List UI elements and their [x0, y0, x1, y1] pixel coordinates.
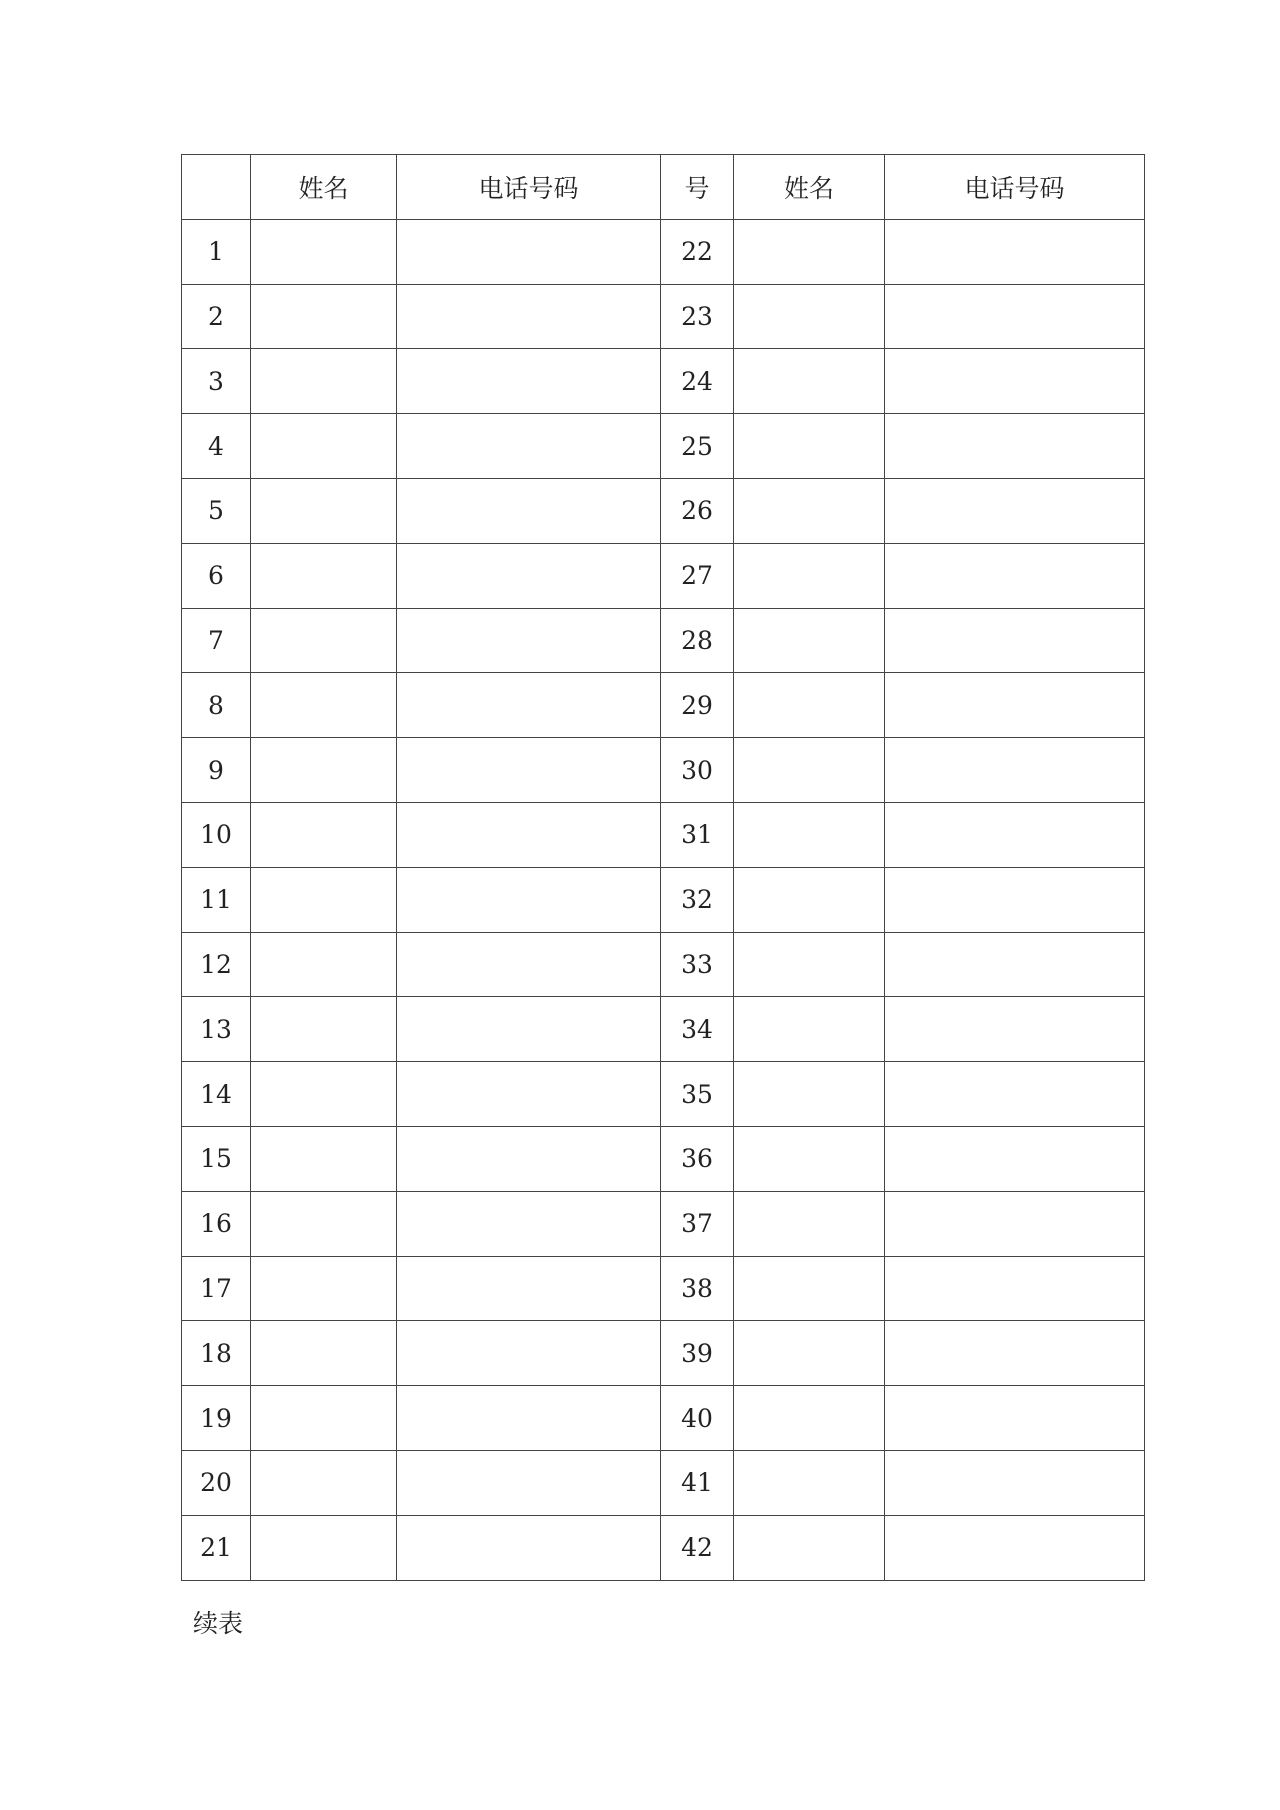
- phone-cell-right[interactable]: [885, 1515, 1145, 1580]
- phone-cell-right[interactable]: [885, 1191, 1145, 1256]
- row-number-left: 2: [182, 284, 251, 349]
- name-cell-right[interactable]: [734, 1450, 885, 1515]
- row-number-right: 41: [661, 1450, 734, 1515]
- name-cell-right[interactable]: [734, 738, 885, 803]
- name-cell-left[interactable]: [251, 1256, 397, 1321]
- phone-cell-right[interactable]: [885, 349, 1145, 414]
- row-number-left: 5: [182, 478, 251, 543]
- phone-cell-left[interactable]: [397, 1256, 661, 1321]
- row-number-left: 8: [182, 673, 251, 738]
- row-number-right: 39: [661, 1321, 734, 1386]
- phone-cell-left[interactable]: [397, 997, 661, 1062]
- name-cell-right[interactable]: [734, 1515, 885, 1580]
- row-number-left: 21: [182, 1515, 251, 1580]
- row-number-right: 27: [661, 543, 734, 608]
- phone-cell-right[interactable]: [885, 1062, 1145, 1127]
- phone-cell-left[interactable]: [397, 219, 661, 284]
- phone-cell-right[interactable]: [885, 673, 1145, 738]
- name-cell-right[interactable]: [734, 802, 885, 867]
- row-number-right: 30: [661, 738, 734, 803]
- table-row: [182, 219, 1145, 284]
- name-cell-left[interactable]: [251, 1386, 397, 1451]
- name-cell-left[interactable]: [251, 673, 397, 738]
- phone-cell-left[interactable]: [397, 738, 661, 803]
- phone-cell-left[interactable]: [397, 543, 661, 608]
- name-cell-left[interactable]: [251, 349, 397, 414]
- phone-cell-right[interactable]: [885, 478, 1145, 543]
- row-number-left: 11: [182, 867, 251, 932]
- table-row: [182, 1450, 1145, 1515]
- row-number-left: 17: [182, 1256, 251, 1321]
- header-left-number: [182, 155, 251, 220]
- phone-cell-left[interactable]: [397, 284, 661, 349]
- phone-cell-left[interactable]: [397, 1126, 661, 1191]
- table-row: [182, 1126, 1145, 1191]
- table-row: [182, 414, 1145, 479]
- row-number-right: 37: [661, 1191, 734, 1256]
- phone-cell-left[interactable]: [397, 1191, 661, 1256]
- row-number-left: 13: [182, 997, 251, 1062]
- name-cell-left[interactable]: [251, 997, 397, 1062]
- phone-cell-right[interactable]: [885, 1126, 1145, 1191]
- phone-cell-right[interactable]: [885, 543, 1145, 608]
- phone-cell-left[interactable]: [397, 1062, 661, 1127]
- row-number-right: 36: [661, 1126, 734, 1191]
- header-left-name: 姓名: [251, 155, 397, 220]
- table-row: [182, 802, 1145, 867]
- phone-cell-right[interactable]: [885, 608, 1145, 673]
- name-cell-right[interactable]: [734, 1256, 885, 1321]
- row-number-left: 20: [182, 1450, 251, 1515]
- table-row: [182, 284, 1145, 349]
- phone-cell-left[interactable]: [397, 1321, 661, 1386]
- name-cell-right[interactable]: [734, 1062, 885, 1127]
- name-cell-right[interactable]: [734, 478, 885, 543]
- phone-cell-right[interactable]: [885, 284, 1145, 349]
- row-number-right: 23: [661, 284, 734, 349]
- table-row: [182, 349, 1145, 414]
- table-row: [182, 1515, 1145, 1580]
- row-number-left: 12: [182, 932, 251, 997]
- row-number-right: 26: [661, 478, 734, 543]
- header-left-phone: 电话号码: [397, 155, 661, 220]
- header-right-name: 姓名: [734, 155, 885, 220]
- table-row: [182, 997, 1145, 1062]
- name-cell-left[interactable]: [251, 414, 397, 479]
- phone-cell-left[interactable]: [397, 867, 661, 932]
- row-number-left: 10: [182, 802, 251, 867]
- contact-table: [181, 154, 1145, 1581]
- table-row: [182, 673, 1145, 738]
- phone-cell-right[interactable]: [885, 219, 1145, 284]
- row-number-right: 35: [661, 1062, 734, 1127]
- table-row: [182, 1321, 1145, 1386]
- name-cell-left[interactable]: [251, 802, 397, 867]
- name-cell-left[interactable]: [251, 284, 397, 349]
- name-cell-right[interactable]: [734, 284, 885, 349]
- row-number-left: 15: [182, 1126, 251, 1191]
- row-number-left: 18: [182, 1321, 251, 1386]
- name-cell-left[interactable]: [251, 1321, 397, 1386]
- name-cell-left[interactable]: [251, 932, 397, 997]
- phone-cell-right[interactable]: [885, 802, 1145, 867]
- phone-cell-right[interactable]: [885, 414, 1145, 479]
- name-cell-right[interactable]: [734, 608, 885, 673]
- row-number-left: 9: [182, 738, 251, 803]
- row-number-left: 6: [182, 543, 251, 608]
- row-number-right: 32: [661, 867, 734, 932]
- name-cell-right[interactable]: [734, 1386, 885, 1451]
- name-cell-left[interactable]: [251, 1062, 397, 1127]
- row-number-right: 42: [661, 1515, 734, 1580]
- row-number-left: 19: [182, 1386, 251, 1451]
- phone-cell-left[interactable]: [397, 1450, 661, 1515]
- name-cell-right[interactable]: [734, 932, 885, 997]
- row-number-left: 4: [182, 414, 251, 479]
- phone-cell-right[interactable]: [885, 1386, 1145, 1451]
- row-number-left: 14: [182, 1062, 251, 1127]
- table-body: [182, 219, 1145, 1580]
- table-row: [182, 1256, 1145, 1321]
- header-right-number: 号: [661, 155, 734, 220]
- row-number-right: 40: [661, 1386, 734, 1451]
- phone-cell-right[interactable]: [885, 738, 1145, 803]
- name-cell-right[interactable]: [734, 543, 885, 608]
- phone-cell-left[interactable]: [397, 1515, 661, 1580]
- row-number-left: 16: [182, 1191, 251, 1256]
- phone-cell-right[interactable]: [885, 997, 1145, 1062]
- table-row: [182, 478, 1145, 543]
- row-number-right: 33: [661, 932, 734, 997]
- phone-cell-right[interactable]: [885, 867, 1145, 932]
- table-row: [182, 1062, 1145, 1127]
- name-cell-right[interactable]: [734, 1126, 885, 1191]
- row-number-right: 28: [661, 608, 734, 673]
- continued-table-note: 续表: [193, 1609, 244, 1638]
- name-cell-left[interactable]: [251, 1126, 397, 1191]
- phone-cell-right[interactable]: [885, 1450, 1145, 1515]
- name-cell-left[interactable]: [251, 1450, 397, 1515]
- name-cell-right[interactable]: [734, 414, 885, 479]
- row-number-left: 3: [182, 349, 251, 414]
- name-cell-left[interactable]: [251, 1191, 397, 1256]
- table-row: [182, 932, 1145, 997]
- phone-cell-left[interactable]: [397, 478, 661, 543]
- phone-cell-right[interactable]: [885, 932, 1145, 997]
- name-cell-left[interactable]: [251, 608, 397, 673]
- table-row: [182, 738, 1145, 803]
- phone-cell-left[interactable]: [397, 349, 661, 414]
- row-number-right: 34: [661, 997, 734, 1062]
- name-cell-left[interactable]: [251, 543, 397, 608]
- name-cell-right[interactable]: [734, 219, 885, 284]
- table-row: [182, 1191, 1145, 1256]
- phone-cell-left[interactable]: [397, 932, 661, 997]
- name-cell-right[interactable]: [734, 1321, 885, 1386]
- row-number-right: 29: [661, 673, 734, 738]
- name-cell-left[interactable]: [251, 1515, 397, 1580]
- name-cell-left[interactable]: [251, 219, 397, 284]
- phone-cell-left[interactable]: [397, 1386, 661, 1451]
- table-row: [182, 867, 1145, 932]
- table-row: [182, 608, 1145, 673]
- table-row: [182, 1386, 1145, 1451]
- name-cell-left[interactable]: [251, 478, 397, 543]
- name-cell-left[interactable]: [251, 738, 397, 803]
- row-number-right: 22: [661, 219, 734, 284]
- phone-cell-left[interactable]: [397, 802, 661, 867]
- phone-cell-left[interactable]: [397, 608, 661, 673]
- phone-cell-left[interactable]: [397, 414, 661, 479]
- row-number-right: 24: [661, 349, 734, 414]
- header-row: [182, 155, 1145, 220]
- row-number-left: 1: [182, 219, 251, 284]
- phone-cell-right[interactable]: [885, 1321, 1145, 1386]
- table-row: [182, 543, 1145, 608]
- name-cell-right[interactable]: [734, 997, 885, 1062]
- phone-cell-left[interactable]: [397, 673, 661, 738]
- name-cell-right[interactable]: [734, 1191, 885, 1256]
- name-cell-left[interactable]: [251, 867, 397, 932]
- row-number-right: 25: [661, 414, 734, 479]
- row-number-right: 38: [661, 1256, 734, 1321]
- row-number-right: 31: [661, 802, 734, 867]
- phone-cell-right[interactable]: [885, 1256, 1145, 1321]
- name-cell-right[interactable]: [734, 349, 885, 414]
- row-number-left: 7: [182, 608, 251, 673]
- name-cell-right[interactable]: [734, 673, 885, 738]
- header-right-phone: 电话号码: [885, 155, 1145, 220]
- name-cell-right[interactable]: [734, 867, 885, 932]
